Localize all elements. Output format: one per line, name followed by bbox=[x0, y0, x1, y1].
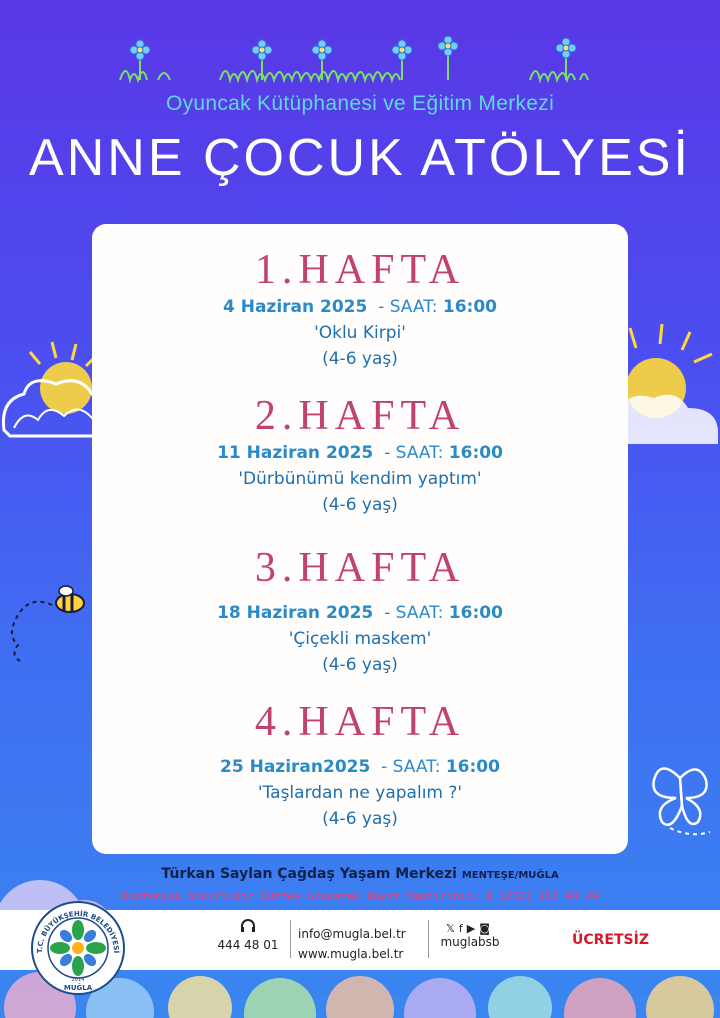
schedule-card bbox=[92, 224, 628, 854]
logo-city: MUĞLA bbox=[63, 984, 93, 992]
week-heading: 1.HAFTA bbox=[254, 247, 466, 293]
logo-year: 2014 bbox=[71, 977, 85, 983]
logo-ring-text: T.C. BÜYÜKŞEHİR BELEDİYESİ bbox=[35, 909, 121, 954]
instagram-icon: ◙ bbox=[479, 922, 494, 935]
social-handle: muglabsb bbox=[440, 935, 500, 949]
footer-contact bbox=[298, 924, 406, 964]
week-date-line bbox=[92, 440, 628, 466]
page-title: ANNE ÇOCUK ATÖLYESİ bbox=[29, 129, 691, 187]
email-link[interactable]: info@mugla.bel.tr bbox=[298, 927, 406, 941]
municipality-logo bbox=[30, 900, 126, 996]
week-date: 18 Haziran 2025 bbox=[217, 603, 374, 623]
week-topic: 'Dürbünümü kendim yaptım' bbox=[238, 469, 482, 489]
week-date: 11 Haziran 2025 bbox=[217, 443, 374, 463]
butterfly-icon bbox=[640, 758, 720, 848]
week-age: (4-6 yaş) bbox=[322, 495, 398, 515]
flower-grass-decoration bbox=[110, 36, 610, 88]
week-date: 4 Haziran 2025 bbox=[222, 297, 368, 317]
x-icon: 𝕏 bbox=[446, 922, 459, 935]
week-3 bbox=[92, 544, 628, 678]
divider bbox=[428, 920, 429, 958]
week-time: 16:00 bbox=[442, 297, 497, 317]
week-date: 25 Haziran2025 bbox=[220, 757, 371, 777]
week-date-line bbox=[92, 600, 628, 626]
time-label: - SAAT: bbox=[378, 297, 438, 317]
week-age: (4-6 yaş) bbox=[322, 809, 398, 829]
week-1 bbox=[92, 246, 628, 372]
venue-name: Türkan Saylan Çağdaş Yaşam Merkezi bbox=[161, 866, 457, 882]
venue-location: MENTEŞE/MUĞLA bbox=[461, 870, 559, 881]
time-label: - SAAT: bbox=[384, 443, 444, 463]
week-heading: 3.HAFTA bbox=[254, 545, 466, 591]
bee-icon bbox=[0, 585, 95, 665]
week-heading: 4.HAFTA bbox=[254, 699, 466, 745]
week-time: 16:00 bbox=[448, 443, 503, 463]
week-topic: 'Çiçekli maskem' bbox=[288, 629, 432, 649]
week-age: (4-6 yaş) bbox=[322, 349, 398, 369]
footer-phone[interactable] bbox=[212, 918, 284, 952]
social-icons bbox=[440, 922, 500, 935]
website-link[interactable]: www.mugla.bel.tr bbox=[298, 947, 404, 961]
week-topic: 'Taşlardan ne yapalım ?' bbox=[257, 783, 463, 803]
week-time: 16:00 bbox=[448, 603, 503, 623]
divider bbox=[290, 920, 291, 958]
facebook-icon: f bbox=[458, 922, 467, 935]
week-2 bbox=[92, 392, 628, 518]
time-label: - SAAT: bbox=[384, 603, 444, 623]
subtitle: Oyuncak Kütüphanesi ve Eğitim Merkezi bbox=[165, 92, 555, 115]
time-label: - SAAT: bbox=[381, 757, 441, 777]
headset-icon bbox=[239, 918, 257, 936]
registration-notice: Kontenjan Sınırlıdır Lütfen Arayarak Kayıt Yaptırınız: 0 (252) 212 93 49 bbox=[121, 890, 599, 903]
week-time: 16:00 bbox=[445, 757, 500, 777]
week-date-line bbox=[92, 294, 628, 320]
free-badge: ÜCRETSİZ bbox=[572, 932, 649, 948]
footer-social[interactable] bbox=[440, 922, 500, 949]
week-topic: 'Oklu Kirpi' bbox=[314, 323, 406, 343]
week-4 bbox=[92, 698, 628, 832]
week-heading: 2.HAFTA bbox=[254, 393, 466, 439]
youtube-icon: ▶ bbox=[466, 922, 480, 935]
week-age: (4-6 yaş) bbox=[322, 655, 398, 675]
week-date-line bbox=[92, 754, 628, 780]
phone-number: 444 48 01 bbox=[217, 938, 279, 952]
